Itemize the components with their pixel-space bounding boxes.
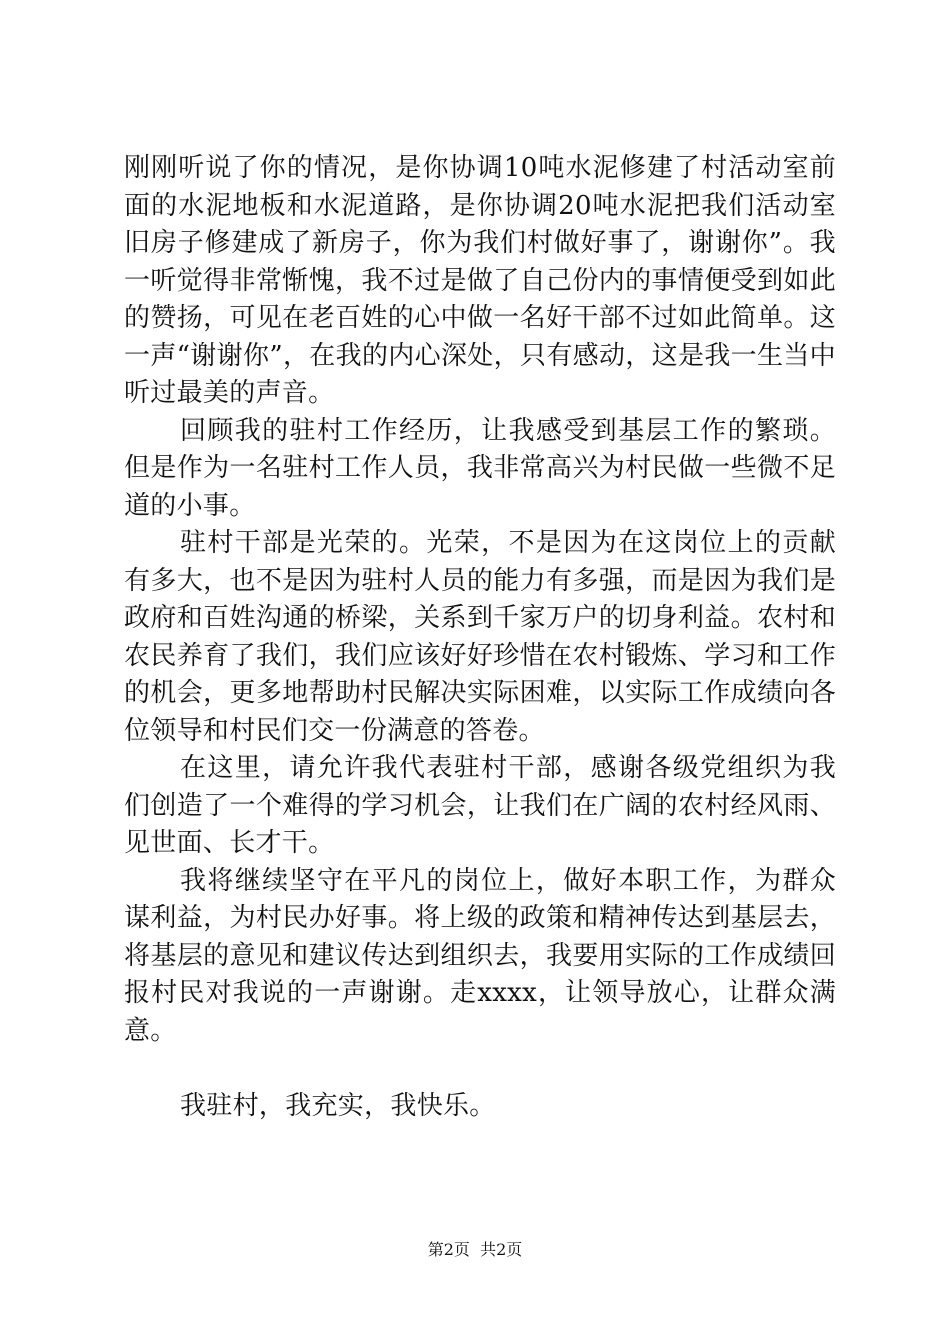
paragraph-continuation: 刚刚听说了你的情况，是你协调10吨水泥修建了村活动室前面的水泥地板和水泥道路，是你协调20吨水泥把我们活动室旧房子修建成了新房子，你为我们村做好事了，谢谢你”。我一听觉得非常惭愧，我不过是做了自己份内的事情便受到如此的赞扬，可见在老百姓的心中做一名好干部不过如此简单。这一声“谢谢你”，在我的内心深处，只有感动，这是我一生当中听过最美的声音。	[124, 153, 836, 408]
paragraph-commitment: 我将继续坚守在平凡的岗位上，做好本职工作，为群众谋利益，为村民办好事。将上级的政策和精神传达到基层去，将基层的意见和建议传达到组织去，我要用实际的工作成绩回报村民对我说的一声谢谢。走xxxx，让领导放心，让群众满意。	[124, 865, 836, 1046]
paragraph-thanks: 在这里，请允许我代表驻村干部，感谢各级党组织为我们创造了一个难得的学习机会，让我们在广阔的农村经风雨、见世面、长才干。	[124, 753, 836, 858]
page-number: 第2页 共2页	[427, 1240, 523, 1259]
document-body	[124, 150, 836, 1126]
closing-line: 我驻村，我充实，我快乐。	[180, 1091, 496, 1121]
paragraph-honor: 驻村干部是光荣的。光荣，不是因为在这岗位上的贡献有多大，也不是因为驻村人员的能力有多强，而是因为我们是政府和百姓沟通的桥梁，关系到千家万户的切身利益。农村和农民养育了我们，我们应该好好珍惜在农村锻炼、学习和工作的机会，更多地帮助村民解决实际困难，以实际工作成绩向各位领导和村民们交一份满意的答卷。	[124, 528, 836, 746]
paragraph-review: 回顾我的驻村工作经历，让我感受到基层工作的繁琐。但是作为一名驻村工作人员，我非常高兴为村民做一些微不足道的小事。	[124, 415, 836, 521]
page-footer	[0, 1240, 950, 1260]
